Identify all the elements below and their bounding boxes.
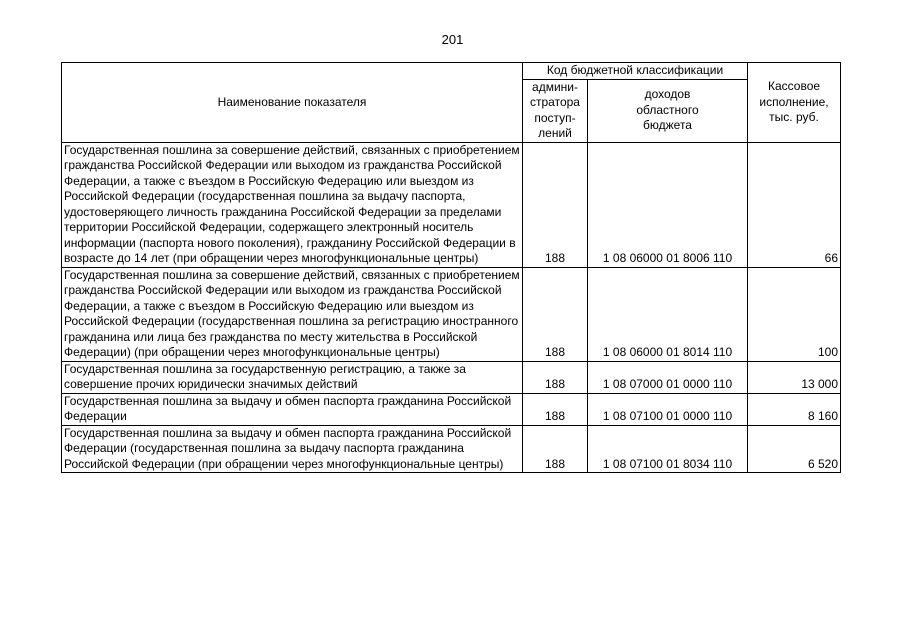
row-amount-cell: 8 160 — [748, 393, 841, 425]
table-row — [62, 361, 841, 393]
row-amount-cell: 66 — [748, 142, 841, 267]
row-name-cell: Государственная пошлина за совершение действий, связанных с приобретением гражданства Российской Федерации или выходом из гражданства Российской Федерации, а также с въездом в Российскую Федерацию или выездом из Российской Федерации (государственная пошлина за выдачу паспорта, удостоверяющего личность гражданина Российской Федерации за пределами территории Российской Федерации, содержащего электронный носитель информации (паспорта нового поколения), гражданину Российской Федерации в возрасте до 14 лет (при обращении через многофункциональные центры) — [62, 142, 523, 267]
header-execution-label: Кассовое исполнение, тыс. руб. — [759, 79, 829, 124]
header-name-label: Наименование показателя — [217, 94, 367, 109]
row-administrator-cell: 188 — [523, 267, 588, 361]
row-amount-cell: 6 520 — [748, 425, 841, 473]
row-administrator-cell: 188 — [523, 425, 588, 473]
table-row — [62, 142, 841, 267]
row-administrator-cell: 188 — [523, 361, 588, 393]
table-row — [62, 267, 841, 361]
header-kbk-label: Код бюджетной классификации — [546, 63, 724, 77]
row-amount-cell: 13 000 — [748, 361, 841, 393]
row-income-code-cell: 1 08 07000 01 0000 110 — [588, 361, 748, 393]
table-header — [62, 63, 841, 143]
row-name-cell: Государственная пошлина за государственную регистрацию, а также за совершение прочих юридически значимых действий — [62, 361, 523, 393]
header-kbk-group — [523, 63, 748, 80]
row-administrator-cell: 188 — [523, 142, 588, 267]
table-row — [62, 393, 841, 425]
row-name-cell: Государственная пошлина за выдачу и обмен паспорта гражданина Российской Федерации — [62, 393, 523, 425]
header-income — [588, 79, 748, 142]
budget-table — [61, 62, 841, 473]
row-income-code-cell: 1 08 06000 01 8014 110 — [588, 267, 748, 361]
row-income-code-cell: 1 08 07100 01 0000 110 — [588, 393, 748, 425]
row-name-cell: Государственная пошлина за выдачу и обмен паспорта гражданина Российской Федерации (государственная пошлина за выдачу паспорта гражданина Российской Федерации (при обращении через многофункциональные центры) — [62, 425, 523, 473]
row-name-cell: Государственная пошлина за совершение действий, связанных с приобретением гражданства Российской Федерации или выходом из гражданства Российской Федерации, а также с въездом в Российскую Федерацию или выездом из Российской Федерации (государственная пошлина за регистрацию иностранного гражданина или лица без гражданства по месту жительства в Российской Федерации) (при обращении через многофункциональные центры) — [62, 267, 523, 361]
header-administrator-label: админи- стратора поступ- лений — [530, 79, 580, 140]
row-income-code-cell: 1 08 06000 01 8006 110 — [588, 142, 748, 267]
row-amount-cell: 100 — [748, 267, 841, 361]
header-income-label: доходов областного бюджета — [636, 87, 699, 133]
row-income-code-cell: 1 08 07100 01 8034 110 — [588, 425, 748, 473]
header-administrator — [523, 79, 588, 142]
table-row — [62, 425, 841, 473]
header-execution — [748, 63, 841, 143]
table-body — [62, 142, 841, 473]
page-number: 201 — [441, 32, 464, 47]
row-administrator-cell: 188 — [523, 393, 588, 425]
header-name — [62, 63, 523, 143]
